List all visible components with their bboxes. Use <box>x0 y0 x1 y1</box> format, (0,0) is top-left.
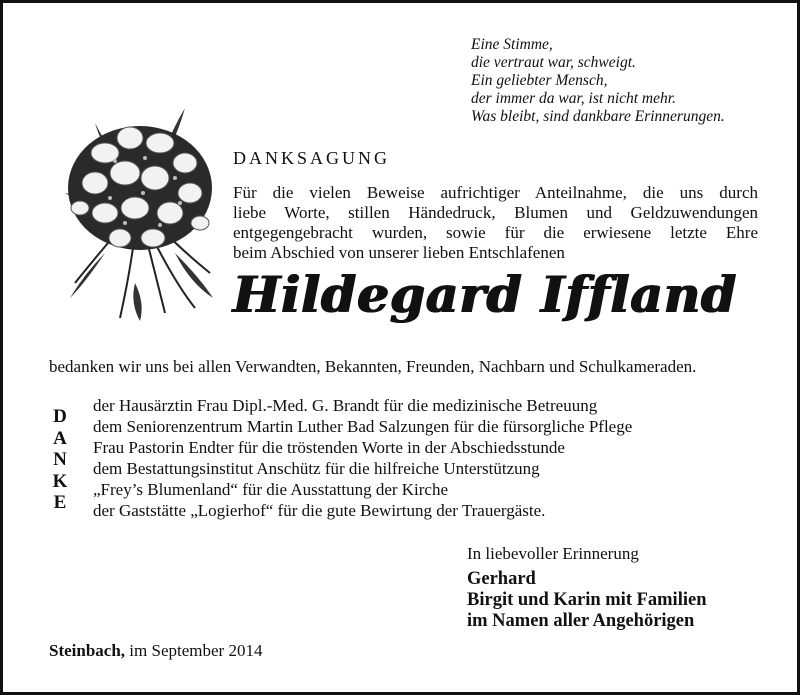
heading-danksagung: DANKSAGUNG <box>233 148 391 168</box>
danke-letter: A <box>53 427 67 449</box>
poem <box>471 36 725 126</box>
thanks-list-item: Frau Pastorin Endter für die tröstenden Worte in der Abschiedsstunde <box>93 438 565 457</box>
danke-vertical <box>47 406 73 514</box>
thanks-list <box>93 395 632 521</box>
date: im September 2014 <box>125 641 263 660</box>
danke-letter: E <box>53 492 67 513</box>
deceased-name: Hildegard Iffland <box>233 265 738 324</box>
intro-line: entgegengebracht wurden, sowie für die erwiesene letzte Ehre <box>233 223 758 242</box>
danke-letter: D <box>53 406 67 427</box>
thanks-line: bedanken wir uns bei allen Verwandten, Bekannten, Freunden, Nachbarn und Schulkameraden. <box>49 357 697 376</box>
memory-text: In liebevoller Erinnerung <box>467 544 639 563</box>
thanks-list-item: dem Bestattungsinstitut Anschütz für die hilfreiche Unterstützung <box>93 459 540 478</box>
place-date <box>49 641 262 661</box>
intro-text <box>233 183 758 263</box>
poem-line: der immer da war, ist nicht mehr. <box>471 90 676 107</box>
intro-line: beim Abschied von unserer lieben Entschlafenen <box>233 243 565 262</box>
thanks-list-item: der Gaststätte „Logierhof“ für die gute Bewirtung der Trauergäste. <box>93 501 546 520</box>
signer-line: Gerhard <box>467 569 536 589</box>
poem-line: Ein geliebter Mensch, <box>471 72 608 89</box>
danke-letter: K <box>52 470 68 492</box>
thanks-list-item: dem Seniorenzentrum Martin Luther Bad Salzungen für die fürsorgliche Pflege <box>93 417 633 436</box>
flower-bouquet-image <box>35 83 235 323</box>
signers <box>467 569 706 632</box>
intro-line: liebe Worte, stillen Händedruck, Blumen und Geldzuwendungen <box>233 203 758 222</box>
poem-line: die vertraut war, schweigt. <box>471 54 636 71</box>
signer-line: Birgit und Karin mit Familien <box>467 590 707 610</box>
danke-letter: N <box>53 449 67 470</box>
thanks-list-item: „Frey’s Blumenland“ für die Ausstattung der Kirche <box>93 480 449 499</box>
signer-line: im Namen aller Angehörigen <box>467 611 695 631</box>
thanks-list-item: der Hausärztin Frau Dipl.-Med. G. Brandt für die medizinische Betreuung <box>93 396 598 415</box>
place: Steinbach, <box>49 641 126 660</box>
poem-line: Eine Stimme, <box>471 36 553 53</box>
intro-line: Für die vielen Beweise aufrichtiger Anteilnahme, die uns durch <box>233 183 758 202</box>
poem-line: Was bleibt, sind dankbare Erinnerungen. <box>471 108 725 125</box>
